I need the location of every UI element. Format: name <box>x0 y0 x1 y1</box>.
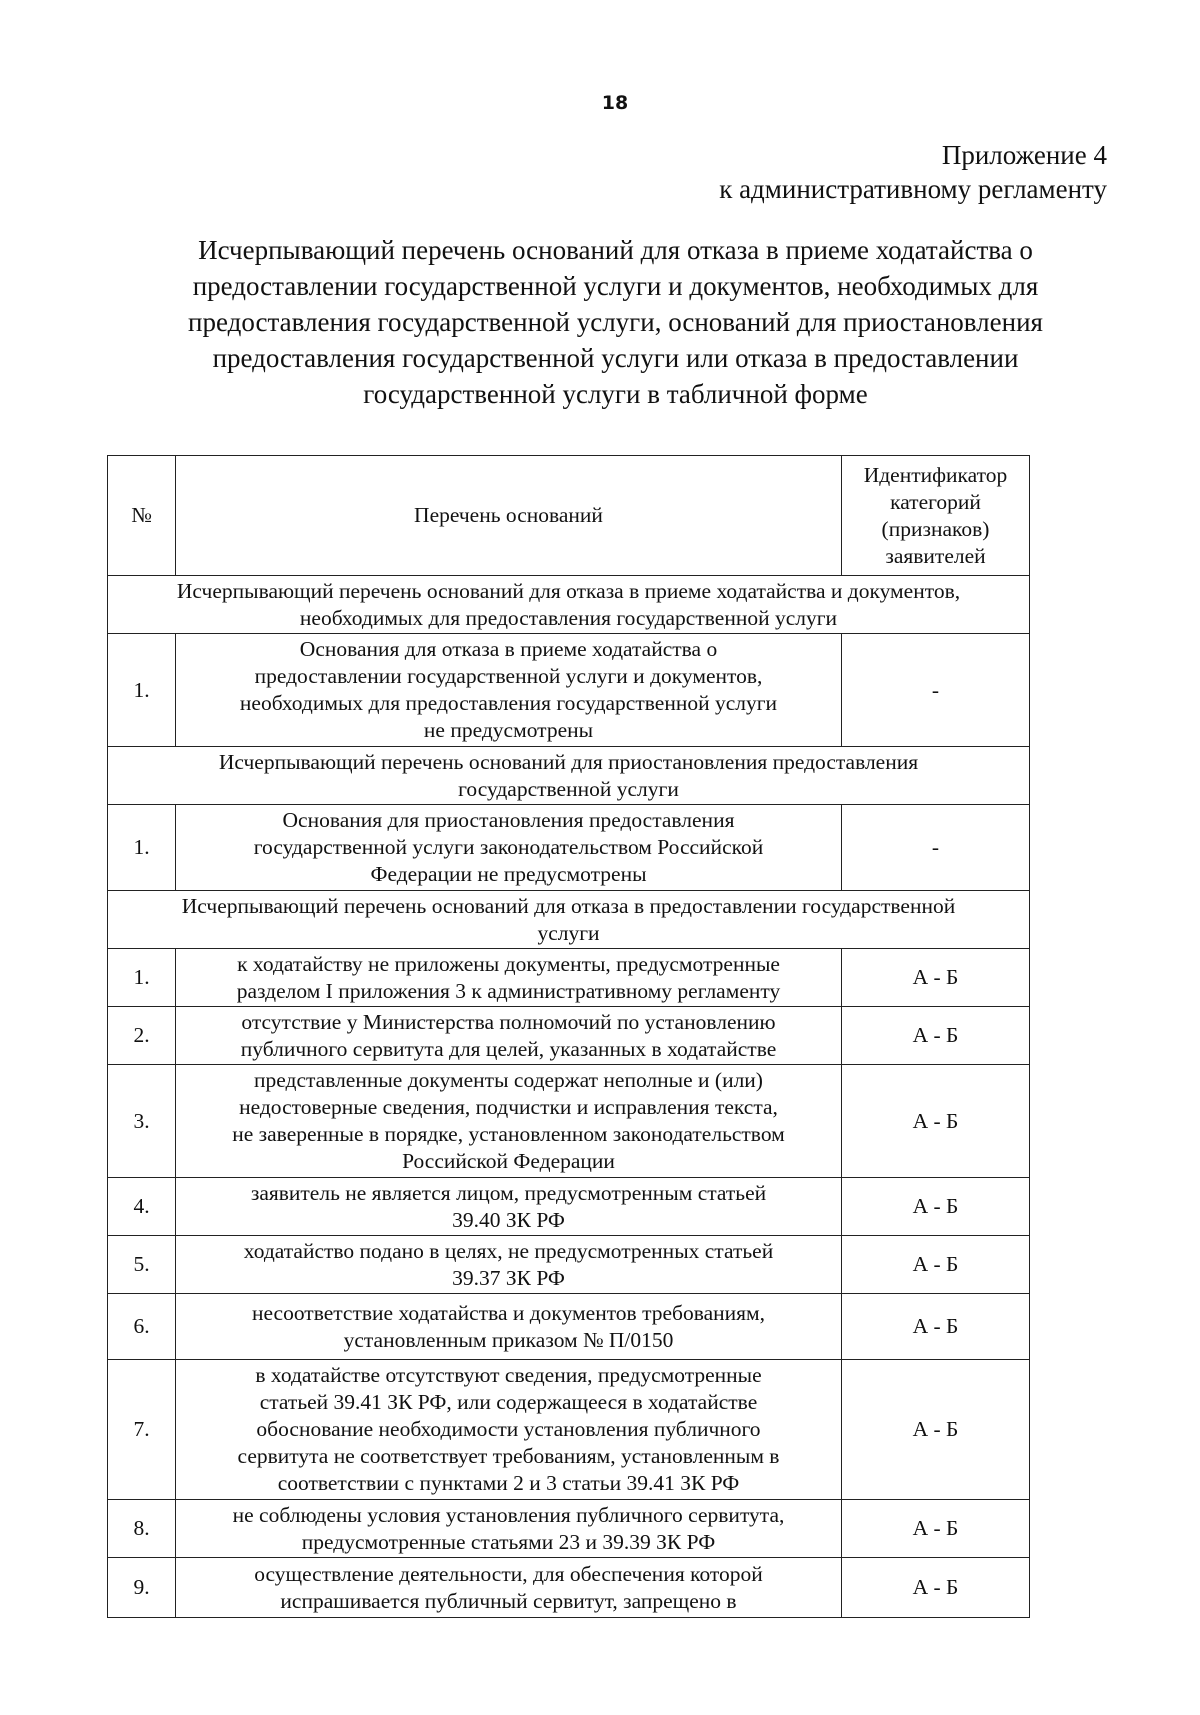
row-grounds-line: предусмотренные статьями 23 и 39.39 ЗК РФ <box>301 1529 716 1554</box>
row-grounds-line: обоснование необходимости установления публичного <box>256 1417 761 1441</box>
section-heading-line: услуги <box>537 920 600 945</box>
row-identifier: А - Б <box>842 1360 1030 1500</box>
row-grounds-line: публичного сервитута для целей, указанных в ходатайстве <box>240 1036 777 1061</box>
row-grounds <box>176 1007 842 1065</box>
header-identifier-line: заявителей <box>885 543 986 568</box>
row-grounds <box>176 949 842 1007</box>
row-grounds-line: недостоверные сведения, подчистки и исправления текста, <box>239 1095 778 1119</box>
row-number: 4. <box>108 1178 176 1236</box>
row-number: 5. <box>108 1236 176 1294</box>
header-number: № <box>108 456 176 576</box>
row-grounds-line: сервитута не соответствует требованиям, установленным в <box>237 1444 780 1468</box>
table-row <box>108 1236 1030 1294</box>
row-grounds-line: не заверенные в порядке, установленном законодательством <box>232 1122 785 1146</box>
row-identifier: А - Б <box>842 949 1030 1007</box>
row-number: 2. <box>108 1007 176 1065</box>
row-identifier: - <box>842 634 1030 747</box>
section-heading-refusal-acceptance <box>108 576 1030 634</box>
section-heading-line: Исчерпывающий перечень оснований для приостановления предоставления <box>218 749 919 774</box>
row-identifier: А - Б <box>842 1178 1030 1236</box>
header-identifier-line: (признаков) <box>881 516 990 541</box>
header-identifier <box>842 456 1030 576</box>
section-heading-suspension <box>108 747 1030 805</box>
row-grounds-line: 39.37 ЗК РФ <box>452 1265 565 1290</box>
appendix-label: Приложение 4 <box>941 140 1107 170</box>
row-grounds-line: государственной услуги законодательством Российской <box>253 835 764 859</box>
page-number: 18 <box>601 92 629 114</box>
row-grounds-line: разделом I приложения 3 к административному регламенту <box>236 978 781 1003</box>
table-row <box>108 1360 1030 1500</box>
header-grounds: Перечень оснований <box>176 456 842 576</box>
table-row <box>108 949 1030 1007</box>
section-heading-row <box>108 747 1030 805</box>
row-grounds-line: испрашивается публичный сервитут, запрещено в <box>280 1588 737 1613</box>
row-grounds-line: представленные документы содержат неполные и (или) <box>254 1068 763 1092</box>
row-grounds <box>176 1558 842 1618</box>
table-row <box>108 1178 1030 1236</box>
row-grounds-line: необходимых для предоставления государственной услуги <box>239 691 778 715</box>
row-grounds <box>176 1065 842 1178</box>
row-grounds-line: Федерации не предусмотрены <box>370 862 647 886</box>
row-number: 9. <box>108 1558 176 1618</box>
row-grounds-line: 39.40 ЗК РФ <box>452 1207 565 1232</box>
row-number: 1. <box>108 949 176 1007</box>
row-grounds <box>176 1236 842 1294</box>
table-row <box>108 805 1030 891</box>
row-number: 1. <box>108 634 176 747</box>
row-grounds-line: ходатайство подано в целях, не предусмотренных статьей <box>243 1238 774 1263</box>
row-grounds-line: не соблюдены условия установления публичного сервитута, <box>232 1502 785 1527</box>
row-grounds <box>176 1500 842 1558</box>
row-number: 7. <box>108 1360 176 1500</box>
row-grounds <box>176 1294 842 1360</box>
title-line: предоставления государственной услуги, оснований для приостановления <box>188 307 1043 337</box>
table-header-row <box>108 456 1030 576</box>
title-line: государственной услуги в табличной форме <box>363 379 868 409</box>
row-grounds-line: в ходатайстве отсутствуют сведения, предусмотренные <box>255 1363 762 1387</box>
row-grounds <box>176 805 842 891</box>
row-grounds-line: осуществление деятельности, для обеспечения которой <box>254 1561 763 1586</box>
row-number: 6. <box>108 1294 176 1360</box>
row-grounds-line: Российской Федерации <box>402 1149 615 1173</box>
header-identifier-line: категорий <box>890 489 981 514</box>
table-row <box>108 634 1030 747</box>
row-grounds-line: не предусмотрены <box>423 718 594 742</box>
table-row <box>108 1558 1030 1618</box>
row-grounds-line: заявитель не является лицом, предусмотренным статьей <box>250 1180 767 1205</box>
document-title <box>100 232 1131 412</box>
row-number: 1. <box>108 805 176 891</box>
section-heading-line: Исчерпывающий перечень оснований для отказа в приеме ходатайства и документов, <box>176 578 961 603</box>
row-identifier: А - Б <box>842 1500 1030 1558</box>
row-grounds-line: отсутствие у Министерства полномочий по установлению <box>241 1009 776 1034</box>
row-grounds-line: соответствии с пунктами 2 и 3 статьи 39.41 ЗК РФ <box>277 1471 740 1495</box>
row-grounds-line: к ходатайству не приложены документы, предусмотренные <box>237 951 780 976</box>
row-number: 8. <box>108 1500 176 1558</box>
table-row <box>108 1500 1030 1558</box>
row-grounds <box>176 1178 842 1236</box>
row-identifier: А - Б <box>842 1558 1030 1618</box>
section-heading-refusal-service <box>108 891 1030 949</box>
row-grounds-line: несоответствие ходатайства и документов требованиям, <box>251 1300 766 1325</box>
appendix-reference: к административному регламенту <box>719 174 1107 204</box>
section-heading-line: необходимых для предоставления государственной услуги <box>299 605 838 630</box>
row-grounds <box>176 1360 842 1500</box>
table-row <box>108 1065 1030 1178</box>
row-grounds-line: Основания для отказа в приеме ходатайства о <box>299 637 718 661</box>
section-heading-row <box>108 576 1030 634</box>
section-heading-line: государственной услуги <box>458 776 679 801</box>
row-grounds-line: установленным приказом № П/0150 <box>343 1327 674 1352</box>
grounds-table <box>107 455 1030 1618</box>
title-line: предоставлении государственной услуги и документов, необходимых для <box>192 271 1039 301</box>
title-line: Исчерпывающий перечень оснований для отказа в приеме ходатайства о <box>198 235 1033 265</box>
header-identifier-line: Идентификатор <box>863 462 1008 487</box>
row-identifier: А - Б <box>842 1236 1030 1294</box>
row-identifier: А - Б <box>842 1294 1030 1360</box>
section-heading-line: Исчерпывающий перечень оснований для отказа в предоставлении государственной <box>181 893 956 918</box>
row-number: 3. <box>108 1065 176 1178</box>
row-grounds <box>176 634 842 747</box>
table-row <box>108 1007 1030 1065</box>
row-identifier: А - Б <box>842 1007 1030 1065</box>
row-identifier: - <box>842 805 1030 891</box>
row-grounds-line: Основания для приостановления предоставления <box>282 808 735 832</box>
title-line: предоставления государственной услуги или отказа в предоставлении <box>212 343 1019 373</box>
row-grounds-line: статьей 39.41 ЗК РФ, или содержащееся в ходатайстве <box>259 1390 758 1414</box>
table-row <box>108 1294 1030 1360</box>
appendix-caption <box>719 138 1107 206</box>
section-heading-row <box>108 891 1030 949</box>
row-grounds-line: предоставлении государственной услуги и документов, <box>254 664 763 688</box>
row-identifier: А - Б <box>842 1065 1030 1178</box>
